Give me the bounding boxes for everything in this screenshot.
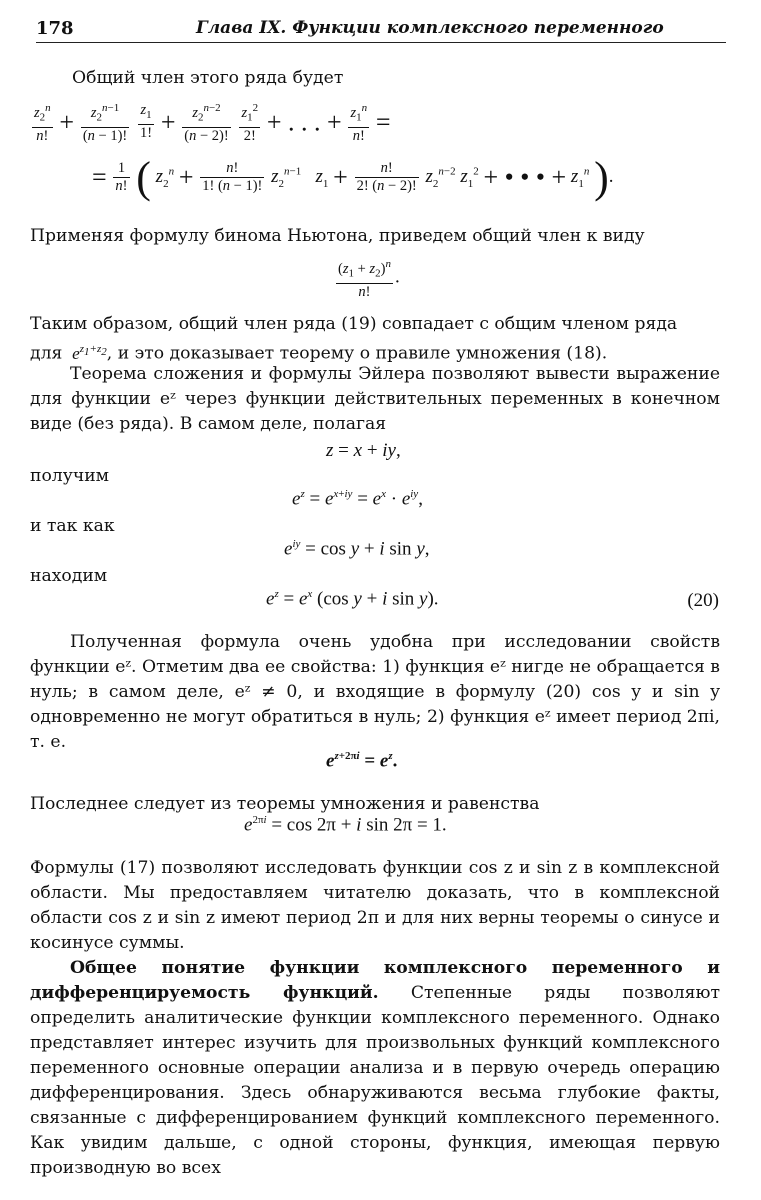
- paragraph-general-term: Общий член этого ряда будет: [72, 68, 344, 88]
- formula-exp-split: $e^z = e^{x+iy} = e^x \cdot e^{iy}$,: [292, 488, 423, 510]
- paragraph-follows: Последнее следует из теоремы умножения и равенства: [30, 794, 540, 814]
- running-title: Глава IX. Функции комплексного переменного: [196, 18, 664, 38]
- paragraph-properties: Полученная формула очень удобна при исследовании свойств функции eᶻ. Отметим два ее свойства: 1) функция eᶻ нигде не обращается в нуль; в самом деле, eᶻ ≠ 0, и входящие в формулу (20) cos y и sin y одновременно не могут обратиться в нуль; 2) функция eᶻ имеет период 2πi, т. е.: [30, 632, 720, 752]
- header-rule: [36, 42, 726, 43]
- formula-factored-sum: = $\frac{1}{n!}$ ( $z_2^n$ + $\frac{n!}{1! (n - 1)!}$ $z_2^{n-1}$ $z_1$ + $\frac{n!}{2! (n - 2)!}$ $z_2^{n-2}$ $z_1^2$ + • • • + $z_1^n$ ).: [92, 153, 614, 202]
- paragraph-general-notion: [30, 956, 720, 1181]
- formula-euler: $e^{iy} = \cos y + i$ sin y,: [284, 538, 430, 560]
- paragraph-conclusion-line1: Таким образом, общий член ряда (19) совпадает с общим членом ряда: [30, 314, 678, 334]
- formula-e2pii: $e^{2\pi i} = \cos 2\pi + i$ sin 2π = 1.: [244, 814, 447, 836]
- word-dlya: для: [30, 343, 63, 364]
- formula-period: $e^{z+2\pi i} = e^z$.: [326, 750, 398, 772]
- conclusion-rest: , и это доказывает теорему о правиле умножения (18).: [106, 343, 608, 364]
- formula-20: $e^z = e^x$ (cos y + i sin y).: [266, 588, 439, 610]
- paragraph-cos-sin: Формулы (17) позволяют исследовать функции cos z и sin z в комплексной области. Мы предоставляем читателю доказать, что в комплексной области cos z и sin z имеют период 2π и для них верны теоремы о синусе и косинусе суммы.: [30, 858, 720, 953]
- page-number: 178: [36, 18, 74, 39]
- word-poluchim: получим: [30, 466, 110, 486]
- formula-binomial-term: $\frac{(z_1 + z_2)^n}{n!}$ .: [338, 258, 400, 300]
- formula-exp-sum: $e^{z_1+z_2}$: [67, 343, 107, 363]
- formula-series-sum: $\frac{z_2^n}{n!}$ + $\frac{z_2^{n-1}}{(n - 1)!}$ $\frac{z_1}{1!}$ + $\frac{z_2^{n-2}}{(n - 2)!}$ $\frac{z_1^2}{2!}$ + . . . + $\frac{z_1^n}{n!}$ =: [34, 102, 391, 144]
- formula-z-def: z = x + iy,: [326, 440, 401, 461]
- word-itak: и так как: [30, 516, 115, 536]
- section-heading: Общее понятие функции комплексного переменного и дифференцируемость функций.: [30, 958, 720, 1003]
- page-header: [36, 16, 726, 42]
- paragraph-euler: Теорема сложения и формулы Эйлера позволяют вывести выражение для функции eᶻ через функции действительных переменных в конечном виде (без ряда). В самом деле, полагая: [30, 364, 720, 434]
- word-nahodim: находим: [30, 566, 108, 586]
- paragraph-binomial: Применяя формулу бинома Ньютона, приведем общий член к виду: [30, 226, 645, 246]
- equation-number-20: (20): [687, 590, 719, 611]
- section-body: Степенные ряды позволяют определить аналитические функции комплексного переменного. Однако представляет интерес изучить для произвольных функций комплексного переменного основные операции анализа и в первую очередь операцию дифференцирования. Здесь обнаруживаются весьма глубокие факты, связанные с дифференцированием функций комплексного переменного. Как увидим дальше, с одной стороны, функция, имеющая первую производную во всех: [30, 983, 720, 1178]
